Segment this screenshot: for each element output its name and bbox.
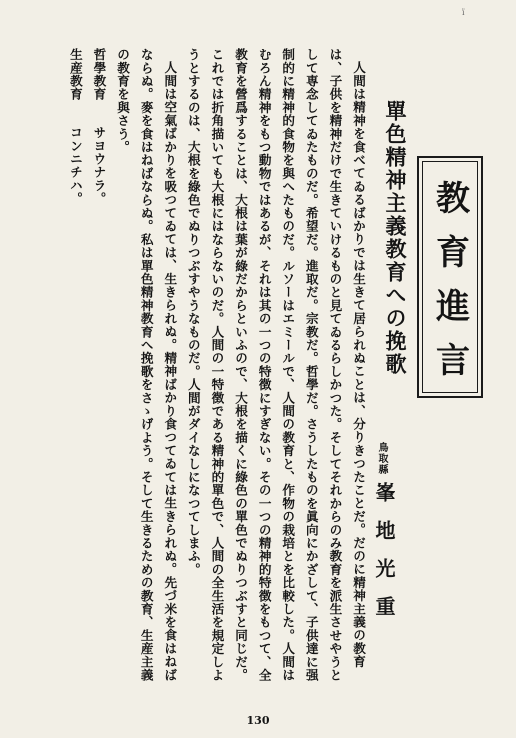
article-subtitle: 單色精神主義教育への挽歌 [383,100,408,376]
motto-label: 哲學教育 [91,48,107,101]
author-name: 峯地光重 [372,482,396,634]
author-prefecture: 鳥取縣 [376,442,387,475]
article-body [32,48,370,688]
body-paragraph: 人間は空氣ばかりを吸つてゐては、生きられぬ。精神ばかり食つてゐては生きられぬ。先づ米を食はねばならぬ。麥を食はねばならぬ。私は單色精神教育へ挽歌をさゝげよう。そして生きるための教育、生産主義の教育を與さう。 [115,48,178,682]
motto-label: 生産教育 [67,48,83,101]
page-number: 130 [246,714,270,727]
corner-mark: ï [462,8,465,17]
article-title: 教育進言 [429,180,470,396]
motto-line [63,48,87,688]
motto-line [87,48,111,688]
motto-text: サヨウナラ。 [91,126,107,206]
motto-text: コンニチハ。 [67,126,83,206]
body-paragraph: 人間は精神を食べてゐるばかりでは生きて居られぬことは、分りきつたことだ。だのに精神主義の教育は、子供を精神だけで生きていけるものと見てゐるらしかつた。そしてそれからのみ教育を派生させやうとして専念してゐたものだ。希望だ。進取だ。宗教だ。哲學だ。さうしたものを眞向にかざして、子供達に强制的に精神的食物を與へたものだ。ルソーはエミールで、人間の教育と、作物の栽培とを比較した。人間はむろん精神をもつ動物ではあるが、それは其の一つの特徴にすぎない。その一つの精神的特徴をもつて、全教育を營爲することは、大根は葉が綠だからといふので、大根を描くに綠色の單色でぬりつぶすと同じだ。これでは折角描いても大根にはならないのだ。人間の一特徴である精神的單色で、人間の全生活を規定しようとするのは、大根を綠色でぬりつぶすやうなものだ。人間がダイなしになつてしまふ。 [185,48,366,682]
title-frame [417,156,483,398]
